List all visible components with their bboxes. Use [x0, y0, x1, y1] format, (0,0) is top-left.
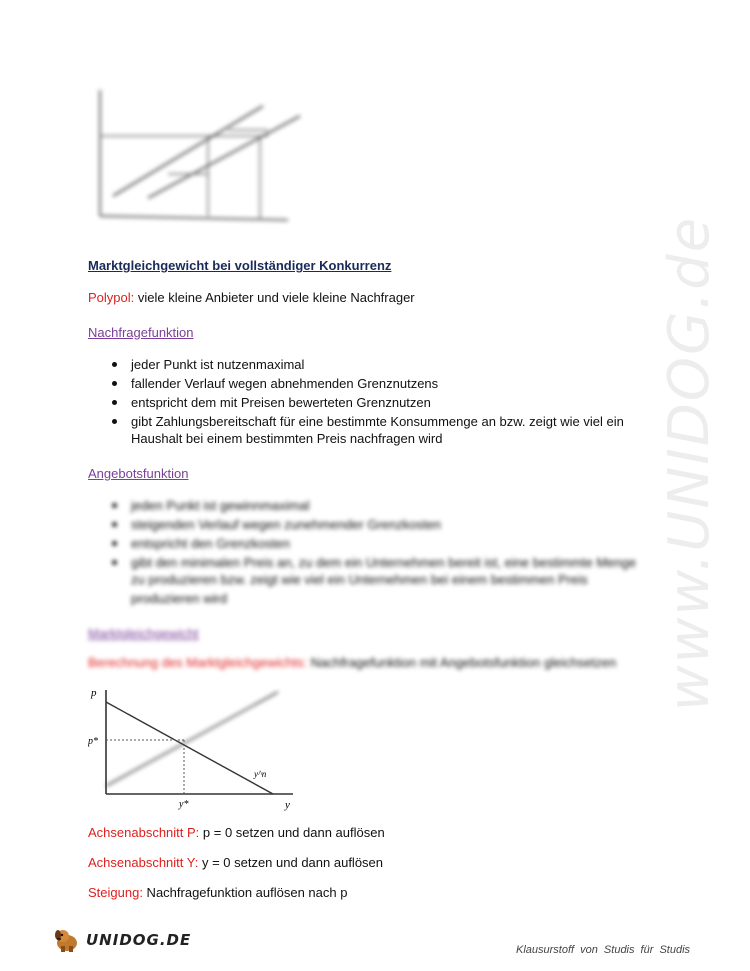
nachfrage-continuation: Haushalt bei einem bestimmten Preis nachfragen wird [131, 431, 443, 446]
nachfrage-title: Nachfragefunktion [88, 325, 194, 340]
list-item: gibt den minimalen Preis an, zu dem ein Unternehmen bereit ist, eine bestimmte Menge [110, 553, 636, 572]
section-heading: Marktgleichgewicht bei vollständiger Konkurrenz [88, 258, 392, 273]
figure-supply-shift [88, 86, 308, 231]
achsenabschnitt-y-label: Achsenabschnitt Y: [88, 855, 199, 870]
watermark: www.UNIDOG.de [657, 215, 723, 711]
logo-text: UNIDOG.DE [86, 931, 192, 949]
steigung-label: Steigung: [88, 885, 143, 900]
angebot-title: Angebotsfunktion [88, 466, 189, 481]
y-axis-label: y [285, 799, 290, 811]
curve-label: y^n [254, 769, 267, 779]
achsenabschnitt-p-label: Achsenabschnitt P: [88, 825, 200, 840]
achsenabschnitt-y-text: y = 0 setzen und dann auflösen [198, 855, 384, 870]
nachfrage-list [110, 355, 624, 431]
achsenabschnitt-y-line [88, 855, 383, 870]
p-eq-label: p* [88, 736, 98, 747]
dog-icon [52, 926, 82, 954]
polypol-text: viele kleine Anbieter und viele kleine Nachfrager [134, 290, 415, 305]
list-item: entspricht den Grenzkosten [110, 534, 636, 553]
p-axis-label: p [91, 687, 97, 699]
berechnung-label: Berechnung des Marktgleichgewichts: [88, 655, 307, 670]
list-item: fallender Verlauf wegen abnehmenden Grenznutzens [110, 374, 624, 393]
achsenabschnitt-p-text: p = 0 setzen und dann auflösen [199, 825, 385, 840]
polypol-line [88, 290, 415, 305]
list-item: jeder Punkt ist nutzenmaximal [110, 355, 624, 374]
marktgleichgewicht-title: Marktgleichgewicht [88, 626, 199, 641]
list-item: steigenden Verlauf wegen zunehmender Grenzkosten [110, 515, 636, 534]
angebot-continuation-2: produzieren wird [131, 591, 228, 606]
angebot-continuation-1: zu produzieren bzw. zeigt wie viel ein Unternehmen bei einem bestimmen Preis [131, 572, 588, 587]
list-item: gibt Zahlungsbereitschaft für eine bestimmte Konsummenge an bzw. zeigt wie viel ein [110, 412, 624, 431]
steigung-line [88, 885, 347, 900]
berechnung-line [88, 655, 616, 670]
polypol-label: Polypol: [88, 290, 135, 305]
unidog-logo [52, 926, 191, 954]
angebot-list [110, 496, 636, 572]
list-item: jeden Punkt ist gewinnmaximal [110, 496, 636, 515]
y-eq-label: y* [179, 799, 189, 810]
steigung-text: Nachfragefunktion auflösen nach p [142, 885, 348, 900]
berechnung-text: Nachfragefunktion mit Angebotsfunktion gleichsetzen [306, 655, 617, 670]
achsenabschnitt-p-line [88, 825, 385, 840]
footer-tagline: Klausurstoff von Studis für Studis [516, 944, 691, 956]
figure-market-equilibrium [88, 684, 318, 814]
list-item: entspricht dem mit Preisen bewerteten Grenznutzen [110, 393, 624, 412]
